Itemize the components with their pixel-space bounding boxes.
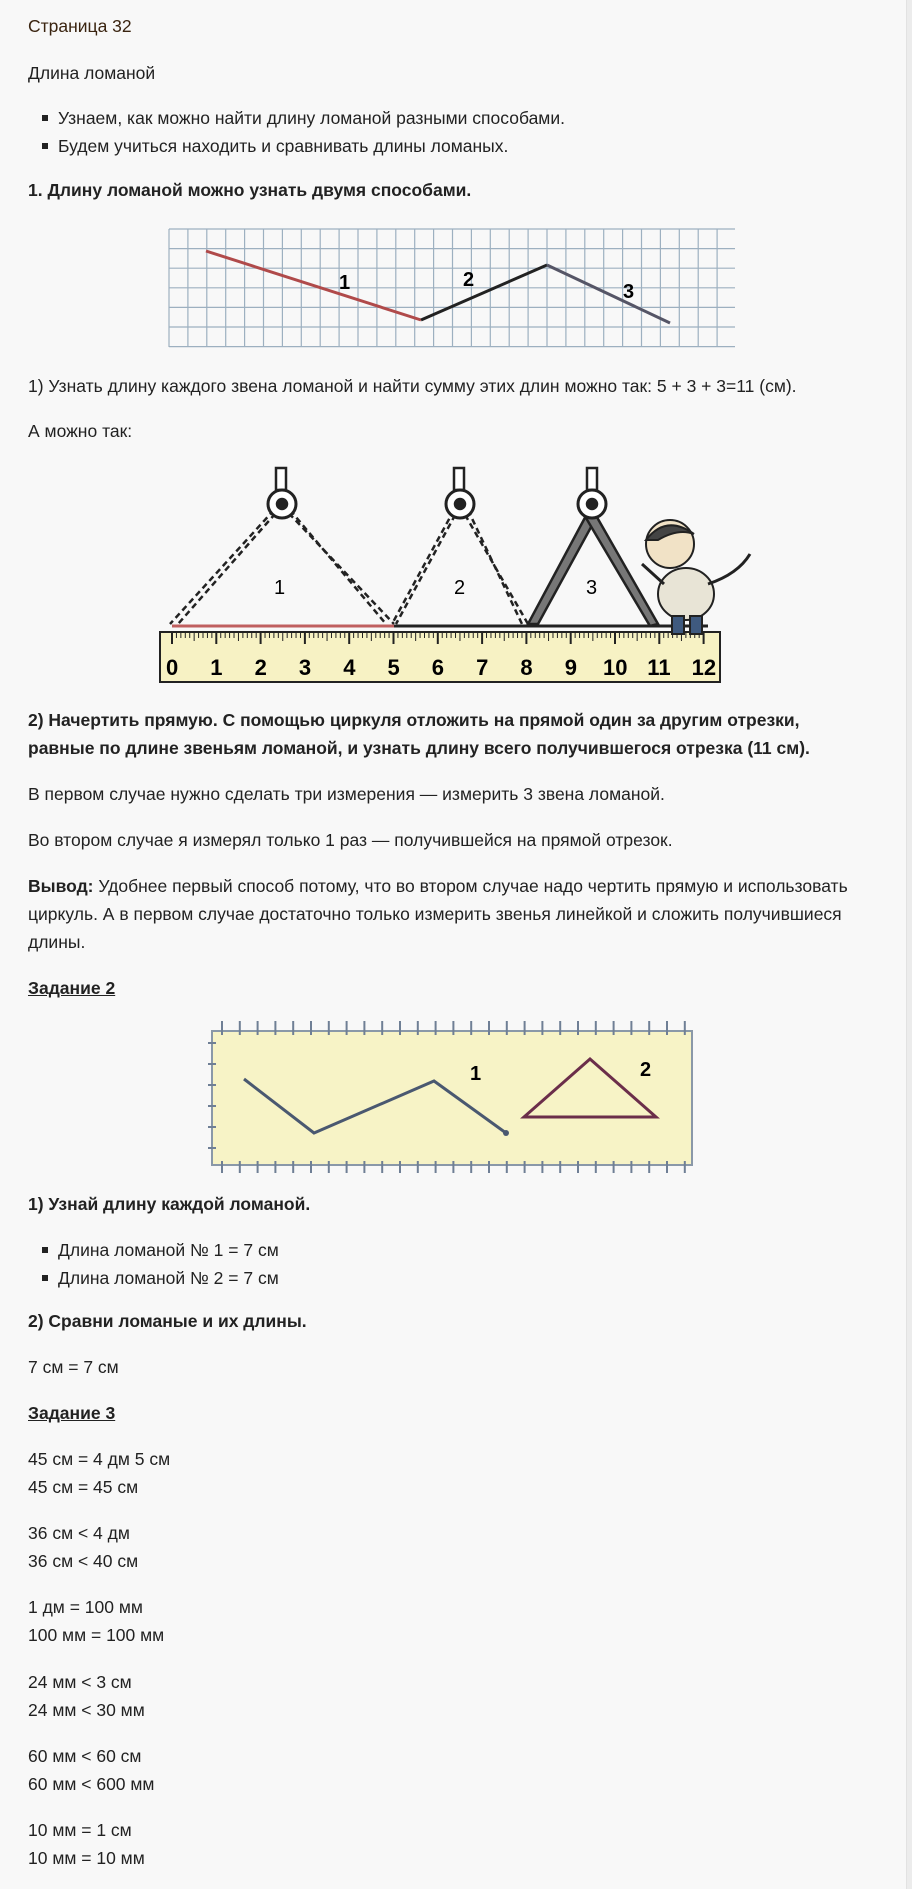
boy-illustration [642,520,750,634]
ruler-label: 0 [166,655,179,680]
ruler-label: 8 [520,655,533,680]
task3-line: 1 дм = 100 мм [28,1597,143,1617]
figure-label-2: 2 [640,1059,652,1081]
compare-result: 7 см = 7 см [28,1357,119,1377]
ruler-label: 3 [298,655,312,680]
ruler-label: 12 [691,655,717,680]
segment-label-1: 1 [274,577,286,599]
answers-list [28,1236,279,1292]
task3-line: 36 см < 40 см [28,1551,139,1571]
task3-line: 60 мм < 60 см [28,1746,142,1766]
compass-1 [170,468,394,624]
polyline-grid-figure [167,227,737,349]
list-item: Узнаем, как можно найти длину ломаной разными способами. [58,104,565,132]
goals-list [28,104,565,160]
list-item: Длина ломаной № 1 = 7 см [58,1236,279,1264]
topic-title: Длина ломаной [28,63,156,83]
ruler-label: 7 [476,655,489,680]
task3-line: 24 мм < 30 мм [28,1700,145,1720]
ruler-label: 9 [564,655,577,680]
task3-line: 24 мм < 3 см [28,1672,132,1692]
grid [169,229,735,347]
figure-label-1: 1 [339,272,351,294]
ruler-label: 1 [210,655,223,680]
task2-heading: Задание 2 [28,978,116,998]
ruler-label: 2 [254,655,267,680]
segment-1 [206,251,421,320]
ruler-label: 6 [431,655,445,680]
conclusion-line1: Вывод: Удобнее первый способ потому, что во втором случае надо чертить прямую и использовать [28,876,848,896]
figure-label-1: 1 [470,1063,482,1085]
conclusion-line3: длины. [28,932,86,952]
figure-label-3: 3 [623,281,635,303]
task3-line: 100 мм = 100 мм [28,1625,165,1645]
note-first-case: В первом случае нужно сделать три измерения — измерить 3 звена ломаной. [28,784,665,804]
ruler-label: 5 [387,655,400,680]
list-item: Будем учиться находить и сравнивать длины ломаных. [58,132,565,160]
method2-line1: 2) Начертить прямую. С помощью циркуля отложить на прямой один за другим отрезки, [28,710,800,730]
task2-question2: 2) Сравни ломаные и их длины. [28,1311,307,1331]
alt-intro-text: А можно так: [28,421,133,441]
compass-3 [528,468,658,626]
task3-heading: Задание 3 [28,1403,116,1423]
figure-label-2: 2 [463,269,475,291]
task2-question1: 1) Узнай длину каждой ломаной. [28,1194,311,1214]
page-edge [906,0,912,1889]
method1-text: 1) Узнать длину каждого звена ломаной и найти сумму этих длин можно так: 5 + 3 + 3=11 (см). [28,376,797,396]
conclusion-line2: циркуль. А в первом случае достаточно только измерить звенья линейкой и сложить получившиеся [28,904,842,924]
page-title: Страница 32 [28,16,132,36]
task3-line: 10 мм = 10 мм [28,1848,145,1868]
method2-line2: равные по длине звеньям ломаной, и узнать длину всего получившегося отрезка (11 см). [28,738,810,758]
list-item: Длина ломаной № 2 = 7 см [58,1264,279,1292]
task3-line: 45 см = 4 дм 5 см [28,1449,171,1469]
segment-label-2: 2 [454,577,466,599]
note-second-case: Во втором случае я измерял только 1 раз — получившейся на прямой отрезок. [28,830,673,850]
task3-line: 10 мм = 1 см [28,1820,132,1840]
task3-line: 36 см < 4 дм [28,1523,130,1543]
conclusion-label: Вывод: [28,876,94,896]
segment-label-3: 3 [586,577,598,599]
task3-line: 60 мм < 600 мм [28,1774,155,1794]
two-polylines-figure [208,1019,698,1175]
compass-ruler-figure [158,466,752,686]
task3-line: 45 см = 45 см [28,1477,139,1497]
ruler-label: 10 [603,655,628,680]
ruler-label: 4 [343,655,356,680]
compass-2 [392,468,528,624]
task1-heading: 1. Длину ломаной можно узнать двумя способами. [28,180,472,200]
ruler-label: 11 [647,655,671,680]
